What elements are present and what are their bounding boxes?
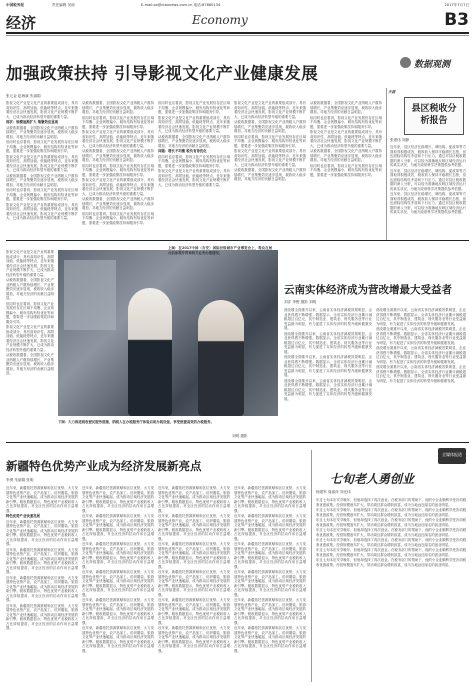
mid-para: 营改增全面推开以来，云南省实体经济减税效果明显，企业获得感不断增强。数据显示，全省实体经济行业累计减税超过百亿元，其中制造业、建筑业、现代服务业等行业受益最为明显，有力促进了实体经济的转型升级和健康发展。 <box>376 327 466 345</box>
photo-credit: 刘明 摄影 <box>232 434 248 438</box>
lead-para: 从税收数据看，全国影视文化产业纳税人户数持续增长，产业集聚效应逐步显现，税收收入稳步增加，对地方经济的贡献日益明显。 <box>6 353 54 375</box>
bottom-para: 近年来，新疆依托资源禀赋和区位优势，大力发展特色优势产业，农产品加工、纺织服装、旅游文化等产业快速崛起，成为推动区域经济发展的新引擎。税收数据显示，特色优势产业税收收入占比持续提高，对全区经济的拉动作用日益增强。 <box>158 514 230 541</box>
lead-para: 影视文化产业是文化产业的重要组成部分，具有高知识性、高附加值、低能耗等特点，近年来随着经济社会快速发展，影视文化产业规模不断扩大，已成为推动经济转型升级的重要力量。 <box>234 149 306 167</box>
lead-para: 从税收数据看，全国影视文化产业纳税人户数持续增长，产业集聚效应逐步显现，税收收入稳步增加，对地方经济的贡献日益明显。 <box>6 278 54 300</box>
right-para: 近年来，县区经济在稳增长、调结构、促改革等方面取得积极成效，税收收入保持平稳增长态势，但也面临结构性矛盾和下行压力。通过对县区税收数据的深入分析，可以较为准确地反映区域经济运行的真实状况，为地方政府科学决策提供参考依据。 <box>390 145 466 167</box>
mid-para: 营改增全面推开以来，云南省实体经济减税效果明显，企业获得感不断增强。数据显示，全省实体经济行业累计减税超过百亿元，其中制造业、建筑业、现代服务业等行业受益最为明显，有力促进了实体经济的转型升级和健康发展。 <box>284 308 372 330</box>
mid-para: 营改增全面推开以来，云南省实体经济减税效果明显，企业获得感不断增强。数据显示，全省实体经济行业累计减税超过百亿元，其中制造业、建筑业、现代服务业等行业受益最为明显，有力促进了实体经济的转型升级和健康发展。 <box>284 378 372 401</box>
bottom-para: 近年来，新疆依托资源禀赋和区位优势，大力发展特色优势产业，农产品加工、纺织服装、旅游文化等产业快速崛起，成为推动区域经济发展的新引擎。税收数据显示，特色优势产业税收收入占比持续提高，对全区经济的拉动作用日益增强。 <box>6 547 78 574</box>
bottom-para: 近年来，新疆依托资源禀赋和区位优势，大力发展特色优势产业，农产品加工、纺织服装、旅游文化等产业快速崛起，成为推动区域经济发展的新引擎。税收数据显示，特色优势产业税收收入占比持续提高，对全区经济的拉动作用日益增强。 <box>158 486 230 513</box>
bottom-para: 近年来，新疆依托资源禀赋和区位优势，大力发展特色优势产业，农产品加工、纺织服装、旅游文化等产业快速崛起，成为推动区域经济发展的新引擎。税收数据显示，特色优势产业税收收入占比持续提高，对全区经济的拉动作用日益增强。 <box>82 570 154 597</box>
lead-para: 从税收数据看，全国影视文化产业纳税人户数持续增长，产业集聚效应逐步显现，税收收入稳步增加，对地方经济的贡献日益明显。 <box>158 134 230 148</box>
lead-para: 但同时也应看到，影视文化产业发展仍存在区域不均衡、企业规模偏小、税负结构有待优化等问题，需要进一步加强政策扶持和服务引导。 <box>158 154 230 168</box>
lead-para: 但同时也应看到，影视文化产业发展仍存在区域不均衡、企业规模偏小、税负结构有待优化等问题，需要进一步加强政策扶持和服务引导。 <box>234 134 306 148</box>
contact-meta: E-mail:ps@ctaxnews.com.cn 电话:87660134 <box>141 3 221 7</box>
lead-para: 但同时也应看到，影视文化产业发展仍存在区域不均衡、企业规模偏小、税负结构有待优化等问题，需要进一步加强政策扶持和服务引导。 <box>310 115 382 129</box>
lead-para: 影视文化产业是文化产业的重要组成部分，具有高知识性、高附加值、低能耗等特点，近年来随着经济社会快速发展，影视文化产业规模不断扩大，已成为推动经济转型升级的重要力量。 <box>310 130 382 148</box>
lead-byline: 张元金 赵海斌 朱丽娟 <box>6 94 41 98</box>
bottom-para: 近年来，新疆依托资源禀赋和区位优势，大力发展特色优势产业，农产品加工、纺织服装、旅游文化等产业快速崛起，成为推动区域经济发展的新引擎。税收数据显示，特色优势产业税收收入占比持续提高，对全区经济的拉动作用日益增强。 <box>6 519 78 546</box>
lead-para: 从税收数据看，全国影视文化产业纳税人户数持续增长，产业集聚效应逐步显现，税收收入稳步增加，对地方经济的贡献日益明显。 <box>82 197 154 210</box>
right-col-divider <box>386 88 387 240</box>
lead-col-2 <box>82 101 154 261</box>
bottom-para: 近年来，新疆依托资源禀赋和区位优势，大力发展特色优势产业，农产品加工、纺织服装、旅游文化等产业快速崛起，成为推动区域经济发展的新引擎。税收数据显示，特色优势产业税收收入占比持续提高，对全区经济的拉动作用日益增强。 <box>234 542 306 569</box>
bottom-para: 近年来，新疆依托资源禀赋和区位优势，大力发展特色优势产业，农产品加工、纺织服装、旅游文化等产业快速崛起，成为推动区域经济发展的新引擎。税收数据显示，特色优势产业税收收入占比持续提高，对全区经济的拉动作用日益增强。 <box>6 575 78 602</box>
lead-col-4 <box>234 101 306 201</box>
bottom-para: 近年来，新疆依托资源禀赋和区位优势，大力发展特色优势产业，农产品加工、纺织服装、旅游文化等产业快速崛起，成为推动区域经济发展的新引擎。税收数据显示，特色优势产业税收收入占比持续提高，对全区经济的拉动作用日益增强。 <box>234 598 306 625</box>
mid-para: 营改增全面推开以来，云南省实体经济减税效果明显，企业获得感不断增强。数据显示，全省实体经济行业累计减税超过百亿元，其中制造业、建筑业、现代服务业等行业受益最为明显，有力促进了实体经济的转型升级和健康发展。 <box>376 365 466 383</box>
lead-para: 影视文化产业是文化产业的重要组成部分，具有高知识性、高附加值、低能耗等特点，近年来随着经济社会快速发展，影视文化产业规模不断扩大，已成为推动经济转型升级的重要力量。 <box>6 250 54 277</box>
right-col-label: 天涯 <box>388 90 396 94</box>
photo-person-2 <box>198 300 244 416</box>
bottom-col-4 <box>234 486 306 680</box>
mid-col-2 <box>376 308 466 436</box>
mid-para: 营改增全面推开以来，云南省实体经济减税效果明显，企业获得感不断增强。数据显示，全省实体经济行业累计减税超过百亿元，其中制造业、建筑业、现代服务业等行业受益最为明显，有力促进了实体经济的转型升级和健康发展。 <box>284 331 372 354</box>
mid-para: 营改增全面推开以来，云南省实体经济减税效果明显，企业获得感不断增强。数据显示，全省实体经济行业累计减税超过百亿元，其中制造业、建筑业、现代服务业等行业受益最为明显，有力促进了实体经济的转型升级和健康发展。 <box>284 355 372 377</box>
bottom-para: 近年来，新疆依托资源禀赋和区位优势，大力发展特色优势产业，农产品加工、纺织服装、旅游文化等产业快速崛起，成为推动区域经济发展的新引擎。税收数据显示，特色优势产业税收收入占比持续提高，对全区经济的拉动作用日益增强。 <box>234 486 306 513</box>
bottom-headline: 新疆特色优势产业成为经济发展新亮点 <box>6 459 202 473</box>
section-title: 经济 <box>6 14 37 32</box>
bottom-para: 近年来，新疆依托资源禀赋和区位优势，大力发展特色优势产业，农产品加工、纺织服装、旅游文化等产业快速崛起，成为推动区域经济发展的新引擎。税收数据显示，特色优势产业税收收入占比持续提高，对全区经济的拉动作用日益增强。 <box>158 626 230 653</box>
lead-para: 从税收数据看，全国影视文化产业纳税人户数持续增长，产业集聚效应逐步显现，税收收入稳步增加，对地方经济的贡献日益明显。 <box>310 149 382 162</box>
chart-icon <box>400 57 411 68</box>
caption-text: 下图：大力推进税收便民服务措施，纳税人在办税服务厅体验自助办税设备，享受便捷高效的办税服务。 <box>58 420 214 424</box>
lead-para: 从税收数据看，全国影视文化产业纳税人户数持续增长，产业集聚效应逐步显现，税收收入稳步增加，对地方经济的贡献日益明显。 <box>6 173 78 187</box>
news-photo <box>58 250 278 416</box>
bottom-col-2 <box>82 486 154 680</box>
right-para: 近年来，县区经济在稳增长、调结构、促改革等方面取得积极成效，税收收入保持平稳增长态势，但也面临结构性矛盾和下行压力。通过对县区税收数据的深入分析，可以较为准确地反映区域经济运行的真实状况，为地方政府科学决策提供参考依据。 <box>390 192 466 214</box>
lead-para: 影视文化产业是文化产业的重要组成部分，具有高知识性、高附加值、低能耗等特点，近年来随着经济社会快速发展，影视文化产业规模不断扩大，已成为推动经济转型升级的重要力量。 <box>82 130 154 148</box>
lead-para: 但同时也应看到，影视文化产业发展仍存在区域不均衡、企业规模偏小、税负结构有待优化等问题，需要进一步加强政策扶持和服务引导。 <box>6 301 54 324</box>
photo-caption-top <box>168 246 272 268</box>
bottom-right-col <box>316 498 466 680</box>
lead-col-3 <box>158 101 230 201</box>
bottom-para: 近年来，新疆依托资源禀赋和区位优势，大力发展特色优势产业，农产品加工、纺织服装、旅游文化等产业快速崛起，成为推动区域经济发展的新引擎。税收数据显示，特色优势产业税收收入占比持续提高，对全区经济的拉动作用日益增强。 <box>158 542 230 569</box>
photo-person-1 <box>128 288 172 416</box>
bottom-right-byline: 杨建军 周丽萍 刘光伟 <box>316 490 351 494</box>
lead-para: 但同时也应看到，影视文化产业发展仍存在区域不均衡、企业规模偏小、税负结构有待优化等问题，需要进一步加强政策扶持和服务引导。 <box>82 115 154 129</box>
page-number: B3 <box>444 10 469 30</box>
lead-para: 从税收数据看，全国影视文化产业纳税人户数持续增长，产业集聚效应逐步显现，税收收入稳步增加，对地方经济的贡献日益明显。 <box>310 101 382 114</box>
lead-para: 从税收数据看，全国影视文化产业纳税人户数持续增长，产业集聚效应逐步显现，税收收入稳步增加，对地方经济的贡献日益明显。 <box>234 168 306 181</box>
issue-date: 2017年7月7日 <box>444 3 469 7</box>
lead-headline: 加强政策扶持 引导影视文化产业健康发展 <box>6 64 319 83</box>
bottom-right-para: 年过七旬本应安享晚年，但他却选择了再次创业。在税务部门的帮助下，他的小企业顺利享受各项税收优惠政策，经营规模逐年扩大，带动周边群众增收致富，成为当地远近闻名的创业明星。 <box>316 528 466 537</box>
lead-para: 影视文化产业是文化产业的重要组成部分，具有高知识性、高附加值、低能耗等特点，近年来随着经济社会快速发展，影视文化产业规模不断扩大，已成为推动经济转型升级的重要力量。 <box>82 178 154 196</box>
masthead-rule <box>6 32 469 34</box>
media-stamp-label: 全媒体报道 <box>442 452 462 457</box>
data-column-badge <box>400 56 466 70</box>
bottom-right-para: 年过七旬本应安享晚年，但他却选择了再次创业。在税务部门的帮助下，他的小企业顺利享受各项税收优惠政策，经营规模逐年扩大，带动周边群众增收致富，成为当地远近闻名的创业明星。 <box>316 558 466 567</box>
lead-para: 从税收数据看，全国影视文化产业纳税人户数持续增长，产业集聚效应逐步显现，税收收入稳步增加，对地方经济的贡献日益明显。 <box>82 101 154 114</box>
section-en: Economy <box>192 13 248 27</box>
lead-para: 影视文化产业是文化产业的重要组成部分，具有高知识性、高附加值、低能耗等特点，近年来随着经济社会快速发展，影视文化产业规模不断扩大，已成为推动经济转型升级的重要力量。 <box>158 115 230 133</box>
bottom-right-divider <box>311 450 312 682</box>
right-col-body <box>390 145 466 235</box>
lead-para: 从税收数据看，全国影视文化产业纳税人户数持续增长，产业集聚效应逐步显现，税收收入稳步增加，对地方经济的贡献日益明显。 <box>82 149 154 162</box>
bottom-para: 近年来，新疆依托资源禀赋和区位优势，大力发展特色优势产业，农产品加工、纺织服装、旅游文化等产业快速崛起，成为推动区域经济发展的新引擎。税收数据显示，特色优势产业税收收入占比持续提高，对全区经济的拉动作用日益增强。 <box>158 598 230 625</box>
masthead-rule-thin <box>6 35 469 36</box>
masthead <box>6 3 469 35</box>
lead-para: 但同时也应看到，影视文化产业发展仍存在区域不均衡、企业规模偏小、税负结构有待优化等问题，需要进一步加强政策扶持和服务引导。 <box>158 101 230 114</box>
bottom-para: 近年来，新疆依托资源禀赋和区位优势，大力发展特色优势产业，农产品加工、纺织服装、旅游文化等产业快速崛起，成为推动区域经济发展的新引擎。税收数据显示，特色优势产业税收收入占比持续提高，对全区经济的拉动作用日益增强。 <box>234 626 306 653</box>
bottom-byline: 李勇 朱丽娟 张明 <box>6 478 34 482</box>
lead-subhead: 问题：增长不均衡 税负有待优化 <box>158 149 207 153</box>
mid-para: 营改增全面推开以来，云南省实体经济减税效果明显，企业获得感不断增强。数据显示，全省实体经济行业累计减税超过百亿元，其中制造业、建筑业、现代服务业等行业受益最为明显，有力促进了实体经济的转型升级和健康发展。 <box>376 346 466 364</box>
lead-para: 但同时也应看到，影视文化产业发展仍存在区域不均衡、企业规模偏小、税负结构有待优化等问题，需要进一步加强政策扶持和服务引导。 <box>6 140 78 153</box>
lead-para: 影视文化产业是文化产业的重要组成部分，具有高知识性、高附加值、低能耗等特点，近年来随着经济社会快速发展，影视文化产业规模不断扩大，已成为推动经济转型升级的重要力量。 <box>6 101 78 119</box>
lead-para: 影视文化产业是文化产业的重要组成部分，具有高知识性、高附加值、低能耗等特点，近年来随着经济社会快速发展，影视文化产业规模不断扩大，已成为推动经济转型升级的重要力量。 <box>158 169 230 187</box>
lead-para: 影视文化产业是文化产业的重要组成部分，具有高知识性、高附加值、低能耗等特点，近年来随着经济社会快速发展，影视文化产业规模不断扩大，已成为推动经济转型升级的重要力量。 <box>234 101 306 119</box>
lead-col-left-lower <box>6 250 54 436</box>
bottom-para: 近年来，新疆依托资源禀赋和区位优势，大力发展特色优势产业，农产品加工、纺织服装、旅游文化等产业快速崛起，成为推动区域经济发展的新引擎。税收数据显示，特色优势产业税收收入占比持续提高，对全区经济的拉动作用日益增强。 <box>6 486 78 513</box>
mid-col-1 <box>284 308 372 436</box>
bottom-para: 近年来，新疆依托资源禀赋和区位优势，大力发展特色优势产业，农产品加工、纺织服装、旅游文化等产业快速崛起，成为推动区域经济发展的新引擎。税收数据显示，特色优势产业税收收入占比持续提高，对全区经济的拉动作用日益增强。 <box>82 598 154 625</box>
bottom-right-para: 年过七旬本应安享晚年，但他却选择了再次创业。在税务部门的帮助下，他的小企业顺利享受各项税收优惠政策，经营规模逐年扩大，带动周边群众增收致富，成为当地远近闻名的创业明星。 <box>316 538 466 547</box>
analysis-box <box>404 97 464 135</box>
photo-panel <box>64 260 116 330</box>
lead-para: 但同时也应看到，影视文化产业发展仍存在区域不均衡、企业规模偏小、税负结构有待优化等问题，需要进一步加强政策扶持和服务引导。 <box>6 188 78 201</box>
media-stamp <box>438 448 466 464</box>
bottom-right-para: 年过七旬本应安享晚年，但他却选择了再次创业。在税务部门的帮助下，他的小企业顺利享受各项税收优惠政策，经营规模逐年扩大，带动周边群众增收致富，成为当地远近闻名的创业明星。 <box>316 548 466 557</box>
bottom-right-para: 年过七旬本应安享晚年，但他却选择了再次创业。在税务部门的帮助下，他的小企业顺利享受各项税收优惠政策，经营规模逐年扩大，带动周边群众增收致富，成为当地远近闻名的创业明星。 <box>316 518 466 527</box>
mid-byline: 刘洋 李俊 摄影 刘明 <box>284 300 317 304</box>
bottom-right-para: 年过七旬本应安享晚年，但他却选择了再次创业。在税务部门的帮助下，他的小企业顺利享受各项税收优惠政策，经营规模逐年扩大，带动周边群众增收致富，成为当地远近闻名的创业明星。 <box>316 498 466 507</box>
analysis-box-title: 县区税收分析报告 <box>411 104 457 126</box>
bottom-right-headline: 七旬老人勇创业 <box>330 472 415 486</box>
bottom-para: 近年来，新疆依托资源禀赋和区位优势，大力发展特色优势产业，农产品加工、纺织服装、旅游文化等产业快速崛起，成为推动区域经济发展的新引擎。税收数据显示，特色优势产业税收收入占比持续提高，对全区经济的拉动作用日益增强。 <box>234 570 306 597</box>
bottom-para: 近年来，新疆依托资源禀赋和区位优势，大力发展特色优势产业，农产品加工、纺织服装、旅游文化等产业快速崛起，成为推动区域经济发展的新引擎。税收数据显示，特色优势产业税收收入占比持续提高，对全区经济的拉动作用日益增强。 <box>82 626 154 653</box>
right-col-author: 张建伟 刘静 <box>390 138 410 142</box>
lead-para: 从税收数据看，全国影视文化产业纳税人户数持续增长，产业集聚效应逐步显现，税收收入稳步增加，对地方经济的贡献日益明显。 <box>6 125 78 139</box>
lead-para: 从税收数据看，全国影视文化产业纳税人户数持续增长，产业集聚效应逐步显现，税收收入稳步增加，对地方经济的贡献日益明显。 <box>234 120 306 133</box>
photo-caption <box>58 420 278 434</box>
editor-meta: 责任编辑 吴琼 <box>52 3 75 7</box>
bottom-para: 近年来，新疆依托资源禀赋和区位优势，大力发展特色优势产业，农产品加工、纺织服装、旅游文化等产业快速崛起，成为推动区域经济发展的新引擎。税收数据显示，特色优势产业税收收入占比持续提高，对全区经济的拉动作用日益增强。 <box>82 514 154 541</box>
lead-para: 但同时也应看到，影视文化产业发展仍存在区域不均衡、企业规模偏小、税负结构有待优化等问题，需要进一步加强政策扶持和服务引导。 <box>82 211 154 225</box>
bottom-col-3 <box>158 486 230 680</box>
caption-text: 上图：在2017中国（吉安）国际县级城市产业博览会上，观众在展台前参观并咨询相关业务办理情况。 <box>168 246 272 255</box>
bottom-para: 近年来，新疆依托资源禀赋和区位优势，大力发展特色优势产业，农产品加工、纺织服装、旅游文化等产业快速崛起，成为推动区域经济发展的新引擎。税收数据显示，特色优势产业税收收入占比持续提高，对全区经济的拉动作用日益增强。 <box>6 603 78 630</box>
lead-para: 但同时也应看到，影视文化产业发展仍存在区域不均衡、企业规模偏小、税负结构有待优化等问题，需要进一步加强政策扶持和服务引导。 <box>310 163 382 177</box>
lead-para: 但同时也应看到，影视文化产业发展仍存在区域不均衡、企业规模偏小、税负结构有待优化等问题，需要进一步加强政策扶持和服务引导。 <box>82 163 154 177</box>
lead-para: 影视文化产业是文化产业的重要组成部分，具有高知识性、高附加值、低能耗等特点，近年来随着经济社会快速发展，影视文化产业规模不断扩大，已成为推动经济转型升级的重要力量。 <box>6 325 54 352</box>
bottom-subhead: 特色优势产业快速发展 <box>6 514 40 518</box>
bottom-para: 近年来，新疆依托资源禀赋和区位优势，大力发展特色优势产业，农产品加工、纺织服装、旅游文化等产业快速崛起，成为推动区域经济发展的新引擎。税收数据显示，特色优势产业税收收入占比持续提高，对全区经济的拉动作用日益增强。 <box>82 486 154 513</box>
paper-name: 中国税务报 <box>6 3 24 7</box>
column-name: 数据观测 <box>414 60 451 70</box>
bottom-right-para: 年过七旬本应安享晚年，但他却选择了再次创业。在税务部门的帮助下，他的小企业顺利享受各项税收优惠政策，经营规模逐年扩大，带动周边群众增收致富，成为当地远近闻名的创业明星。 <box>316 508 466 517</box>
right-para: 近年来，县区经济在稳增长、调结构、促改革等方面取得积极成效，税收收入保持平稳增长态势，但也面临结构性矛盾和下行压力。通过对县区税收数据的深入分析，可以较为准确地反映区域经济运行的真实状况，为地方政府科学决策提供参考依据。 <box>390 168 466 191</box>
section-rule-2 <box>6 442 469 443</box>
bottom-para: 近年来，新疆依托资源禀赋和区位优势，大力发展特色优势产业，农产品加工、纺织服装、旅游文化等产业快速崛起，成为推动区域经济发展的新引擎。税收数据显示，特色优势产业税收收入占比持续提高，对全区经济的拉动作用日益增强。 <box>82 542 154 569</box>
bottom-col-1 <box>6 486 78 680</box>
lead-col-5 <box>310 101 382 201</box>
lead-para: 影视文化产业是文化产业的重要组成部分，具有高知识性、高附加值、低能耗等特点，近年来随着经济社会快速发展，影视文化产业规模不断扩大，已成为推动经济转型升级的重要力量。 <box>6 202 78 220</box>
section-rule <box>6 240 469 241</box>
mid-para: 营改增全面推开以来，云南省实体经济减税效果明显，企业获得感不断增强。数据显示，全省实体经济行业累计减税超过百亿元，其中制造业、建筑业、现代服务业等行业受益最为明显，有力促进了实体经济的转型升级和健康发展。 <box>376 308 466 326</box>
mid-headline: 云南实体经济成为营改增最大受益者 <box>284 284 452 296</box>
bottom-para: 近年来，新疆依托资源禀赋和区位优势，大力发展特色优势产业，农产品加工、纺织服装、旅游文化等产业快速崛起，成为推动区域经济发展的新引擎。税收数据显示，特色优势产业税收收入占比持续提高，对全区经济的拉动作用日益增强。 <box>234 514 306 541</box>
lead-col-1 <box>6 101 78 261</box>
lead-subhead: 现状：规模逐渐扩大 集聚效应显现 <box>6 120 59 124</box>
lead-para: 影视文化产业是文化产业的重要组成部分，具有高知识性、高附加值、低能耗等特点，近年来随着经济社会快速发展，影视文化产业规模不断扩大，已成为推动经济转型升级的重要力量。 <box>6 154 78 172</box>
bottom-para: 近年来，新疆依托资源禀赋和区位优势，大力发展特色优势产业，农产品加工、纺织服装、旅游文化等产业快速崛起，成为推动区域经济发展的新引擎。税收数据显示，特色优势产业税收收入占比持续提高，对全区经济的拉动作用日益增强。 <box>158 570 230 597</box>
